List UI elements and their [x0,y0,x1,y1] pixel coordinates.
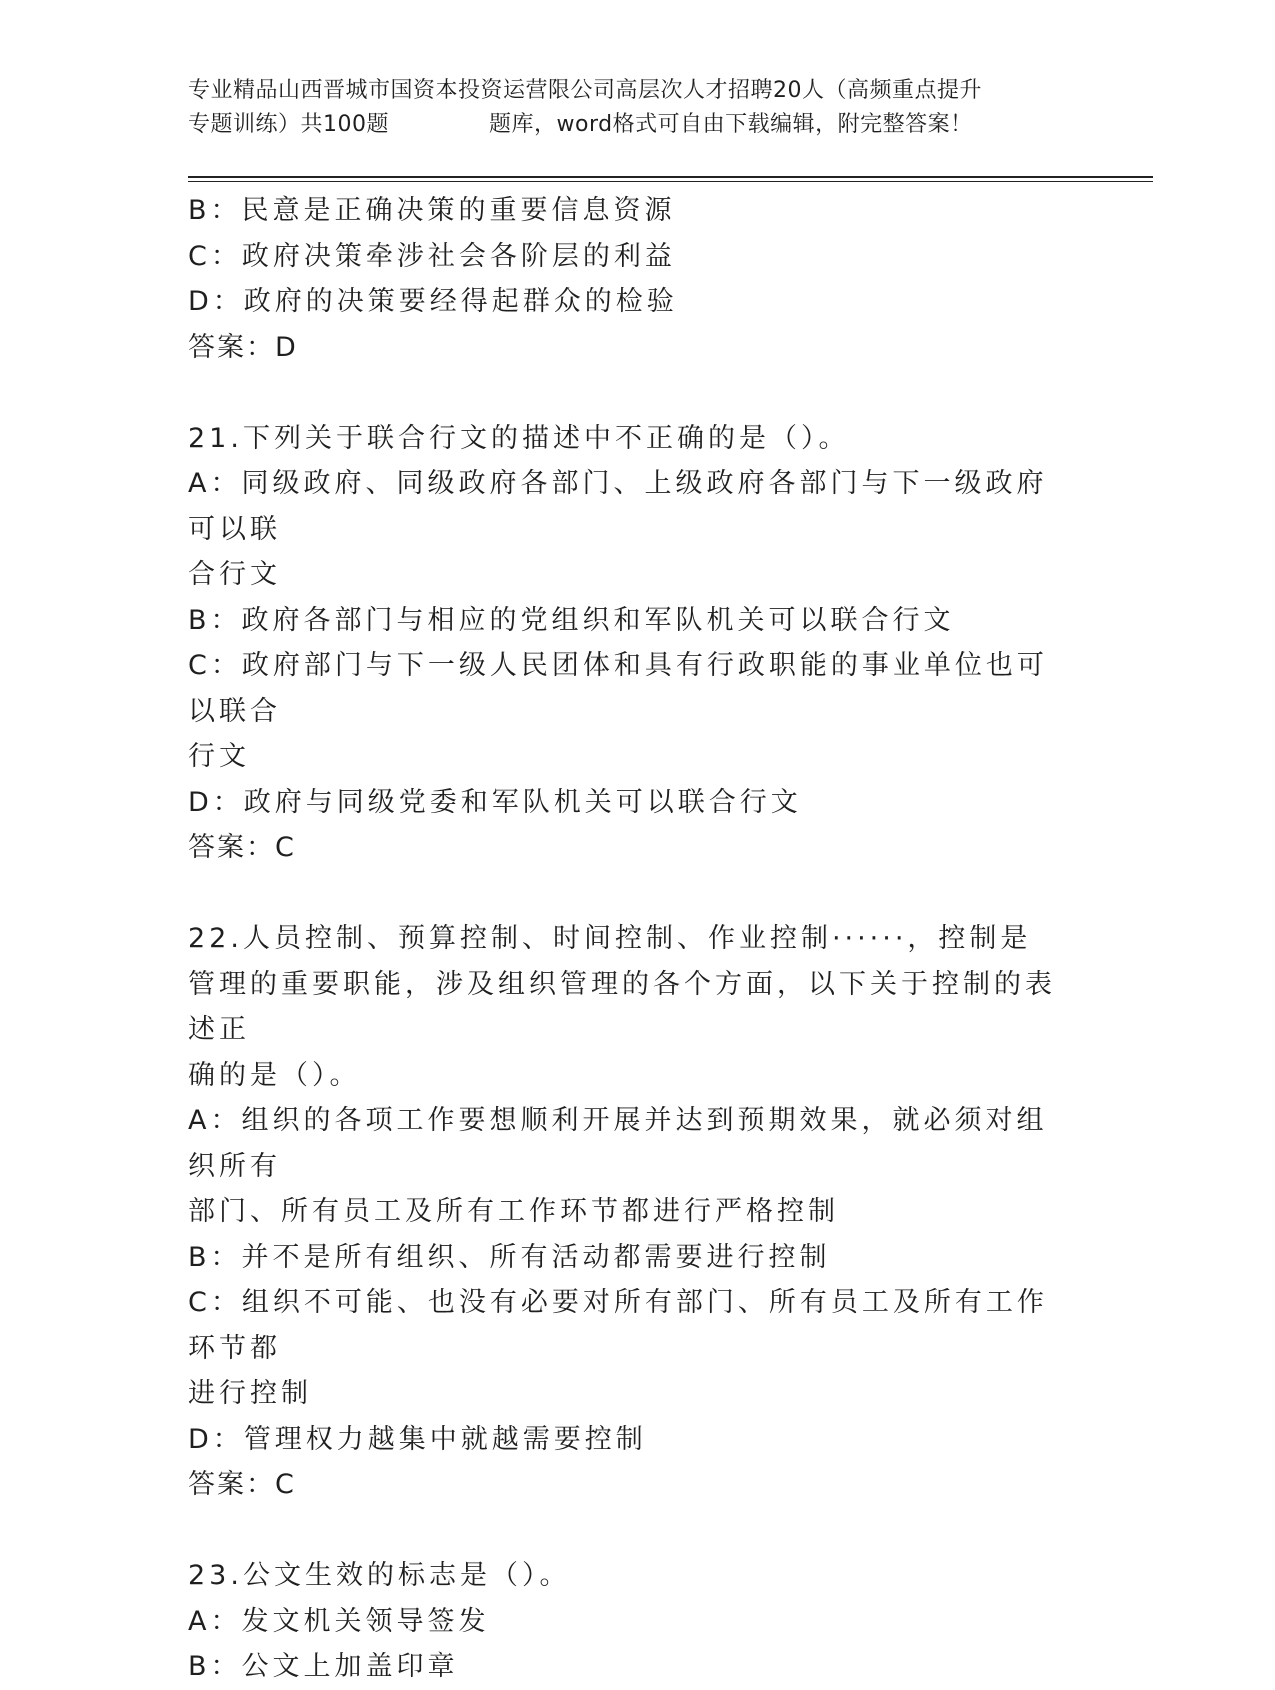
q21-answer: 答案：C [188,832,296,863]
document-body [188,188,1078,1690]
header-line-1: 专业精品山西晋城市国资本投资运营限公司高层次人才招聘20人（高频重点提升 [188,78,982,103]
q23-option-b: B：公文上加盖印章 [188,1651,459,1682]
q21-option-a-line1: A：同级政府、同级政府各部门、上级政府各部门与下一级政府可以联 [188,468,1048,545]
q21-option-a-line2: 合行文 [188,559,281,590]
document-header [188,74,1068,142]
q22-option-a-line1: A：组织的各项工作要想顺利开展并达到预期效果，就必须对组织所有 [188,1105,1048,1182]
q22-stem-line3: 确的是（）。 [188,1059,361,1091]
q21-stem: 21.下列关于联合行文的描述中不正确的是（）。 [188,422,850,454]
header-line-2-left: 专题训练）共100题 [188,112,389,137]
q22-stem-line1: 22.人员控制、预算控制、时间控制、作业控制······，控制是 [188,923,1032,954]
q21-option-c-line1: C：政府部门与下一级人民团体和具有行政职能的事业单位也可以联合 [188,650,1048,727]
q22-option-c-line2: 进行控制 [188,1378,312,1409]
q22-answer: 答案：C [188,1469,296,1500]
q22-option-d: D：管理权力越集中就越需要控制 [188,1423,647,1455]
q21-option-c-line2: 行文 [188,741,250,772]
q21-option-b: B：政府各部门与相应的党组织和军队机关可以联合行文 [188,604,955,636]
q22-option-c-line1: C：组织不可能、也没有必要对所有部门、所有员工及所有工作环节都 [188,1287,1048,1364]
q23-stem: 23.公文生效的标志是（）。 [188,1560,571,1591]
header-rule-thick [188,176,1153,178]
header-line-2-right: 题库，word格式可自由下载编辑，附完整答案！ [489,112,973,137]
prev-answer: 答案：D [188,331,298,363]
q23-option-a: A：发文机关领导签发 [188,1605,490,1637]
header-rule-thin [188,181,1153,182]
q21-option-d: D：政府与同级党委和军队机关可以联合行文 [188,786,802,818]
q22-option-a-line2: 部门、所有员工及所有工作环节都进行严格控制 [188,1196,839,1227]
prev-option-d: D：政府的决策要经得起群众的检验 [188,286,678,317]
header-line-2 [188,108,1068,142]
prev-option-b: B：民意是正确决策的重要信息资源 [188,195,676,226]
q22-stem-line2: 管理的重要职能，涉及组织管理的各个方面，以下关于控制的表述正 [188,968,1056,1045]
prev-option-c: C：政府决策牵涉社会各阶层的利益 [188,240,676,272]
q22-option-b: B：并不是所有组织、所有活动都需要进行控制 [188,1241,831,1273]
